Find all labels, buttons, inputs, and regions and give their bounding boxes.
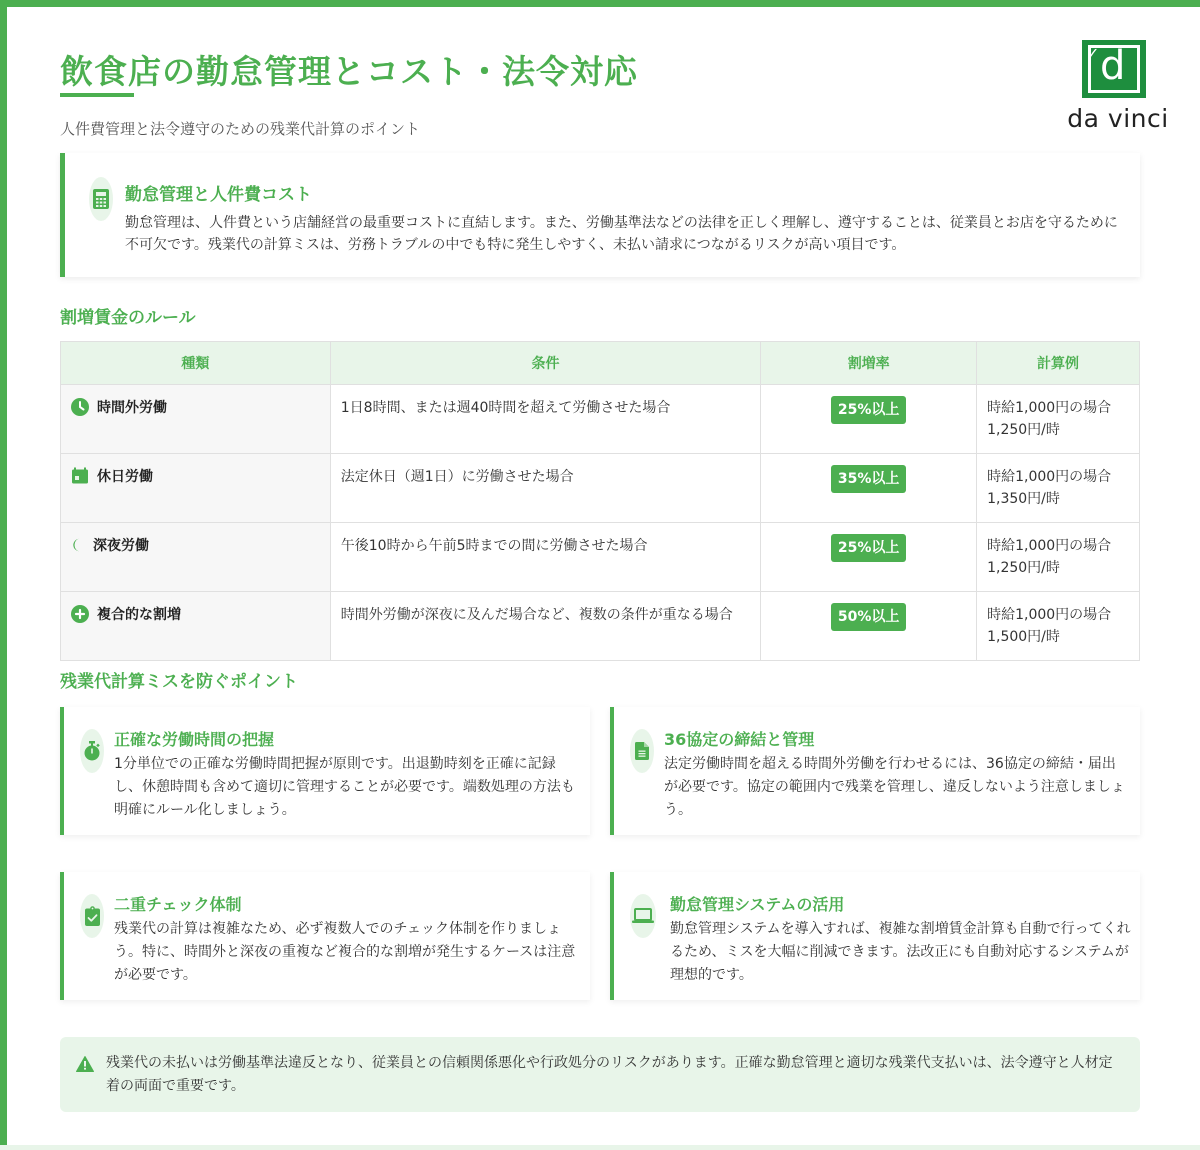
condition-cell: 1日8時間、または週40時間を超えて労働させた場合 [330, 385, 761, 454]
example-cell [977, 523, 1140, 592]
rate-badge: 25%以上 [831, 534, 907, 562]
table-row [61, 523, 1140, 592]
point-text: 1分単位での正確な労働時間把握が原則です。出退勤時刻を正確に記録し、休憩時間も含めて適切に管理することが必要です。端数処理の方法も明確にルール化しましょう。 [114, 756, 575, 818]
point-text: 勤怠管理システムを導入すれば、複雑な割増賃金計算も自動で行ってくれるため、ミスを大幅に削減できます。法改正にも自動対応するシステムが理想的です。 [670, 921, 1131, 983]
checkmark-icon: ✓ [1086, 44, 1100, 63]
stopwatch-icon [80, 729, 104, 773]
table-row [61, 385, 1140, 454]
example-cell [977, 385, 1140, 454]
laptop-icon [630, 894, 656, 938]
point-card-accurate-time [60, 707, 590, 835]
example-result: 1,250円/時 [987, 560, 1060, 576]
warning-text: 残業代の未払いは労働基準法違反となり、従業員との信頼関係悪化や行政処分のリスクがあります。正確な勤怠管理と適切な残業代支払いは、法令遵守と人材定着の両面で重要です。 [106, 1055, 1113, 1094]
type-label: 時間外労働 [97, 400, 167, 416]
type-label: 休日労働 [97, 469, 153, 485]
table-header-row [61, 342, 1140, 385]
premium-wage-table [60, 341, 1140, 661]
logo-text: da vinci [1067, 104, 1169, 133]
intro-text: 勤怠管理は、人件費という店舗経営の最重要コストに直結します。また、労働基準法などの法律を正しく理解し、遵守することは、従業員とお店を守るために不可欠です。残業代の計算ミスは、労務トラブルの中でも特に発生しやすく、未払い請求につながるリスクが高い項目です。 [125, 215, 1118, 253]
rate-badge: 35%以上 [831, 465, 907, 493]
bottom-strip [0, 1145, 1200, 1150]
point-title: 正確な労働時間の把握 [114, 730, 275, 749]
column-header-condition: 条件 [330, 342, 761, 385]
example-cell [977, 454, 1140, 523]
point-title: 勤怠管理システムの活用 [670, 895, 845, 914]
rate-cell [761, 592, 977, 661]
calculator-icon [89, 177, 113, 221]
example-line: 時給1,000円の場合 [987, 469, 1112, 485]
column-header-type: 種類 [61, 342, 331, 385]
intro-card [60, 153, 1140, 277]
point-card-double-check [60, 872, 590, 1000]
point-card-attendance-system [610, 872, 1140, 1000]
example-result: 1,250円/時 [987, 422, 1060, 438]
rules-section-title: 割増賃金のルール [60, 308, 196, 328]
column-header-rate: 割増率 [761, 342, 977, 385]
warning-note [60, 1037, 1140, 1112]
type-label: 深夜労働 [93, 538, 149, 554]
da-vinci-logo [1066, 38, 1170, 134]
type-cell [61, 454, 331, 523]
example-result: 1,500円/時 [987, 629, 1060, 645]
moon-icon [71, 536, 85, 554]
type-cell [61, 385, 331, 454]
rate-badge: 50%以上 [831, 603, 907, 631]
warning-triangle-icon [76, 1056, 94, 1072]
rate-badge: 25%以上 [831, 396, 907, 424]
title-underline [60, 93, 134, 97]
logo-mark [1082, 40, 1146, 98]
type-label: 複合的な割増 [97, 607, 181, 623]
point-text: 残業代の計算は複雑なため、必ず複数人でのチェック体制を作りましょう。特に、時間外と深夜の重複など複合的な割増が発生するケースは注意が必要です。 [114, 921, 576, 983]
intro-title: 勤怠管理と人件費コスト [125, 185, 312, 205]
condition-cell: 時間外労働が深夜に及んだ場合など、複数の条件が重なる場合 [330, 592, 761, 661]
clipboard-check-icon [80, 894, 104, 938]
clock-icon [71, 398, 89, 416]
point-card-36-agreement [610, 707, 1140, 835]
type-cell [61, 592, 331, 661]
example-line: 時給1,000円の場合 [987, 607, 1112, 623]
point-text: 法定労働時間を超える時間外労働を行わせるには、36協定の締結・届出が必要です。協定の範囲内で残業を管理し、違反しないよう注意しましょう。 [664, 756, 1125, 818]
condition-cell: 午後10時から午前5時までの間に労働させた場合 [330, 523, 761, 592]
points-section-title: 残業代計算ミスを防ぐポイント [60, 672, 298, 692]
calendar-icon [71, 467, 89, 485]
column-header-example: 計算例 [977, 342, 1140, 385]
document-icon [630, 729, 654, 773]
page-subtitle: 人件費管理と法令遵守のための残業代計算のポイント [60, 120, 421, 138]
point-title: 36協定の締結と管理 [664, 730, 815, 749]
rate-cell [761, 385, 977, 454]
plus-circle-icon [71, 605, 89, 623]
page-title: 飲食店の勤怠管理とコスト・法令対応 [60, 52, 638, 91]
rate-cell [761, 454, 977, 523]
example-cell [977, 592, 1140, 661]
type-cell [61, 523, 331, 592]
example-line: 時給1,000円の場合 [987, 400, 1112, 416]
condition-cell: 法定休日（週1日）に労働させた場合 [330, 454, 761, 523]
point-title: 二重チェック体制 [114, 895, 242, 914]
example-result: 1,350円/時 [987, 491, 1060, 507]
example-line: 時給1,000円の場合 [987, 538, 1112, 554]
table-row [61, 592, 1140, 661]
table-row [61, 454, 1140, 523]
logo-letter: d [1100, 43, 1126, 89]
rate-cell [761, 523, 977, 592]
